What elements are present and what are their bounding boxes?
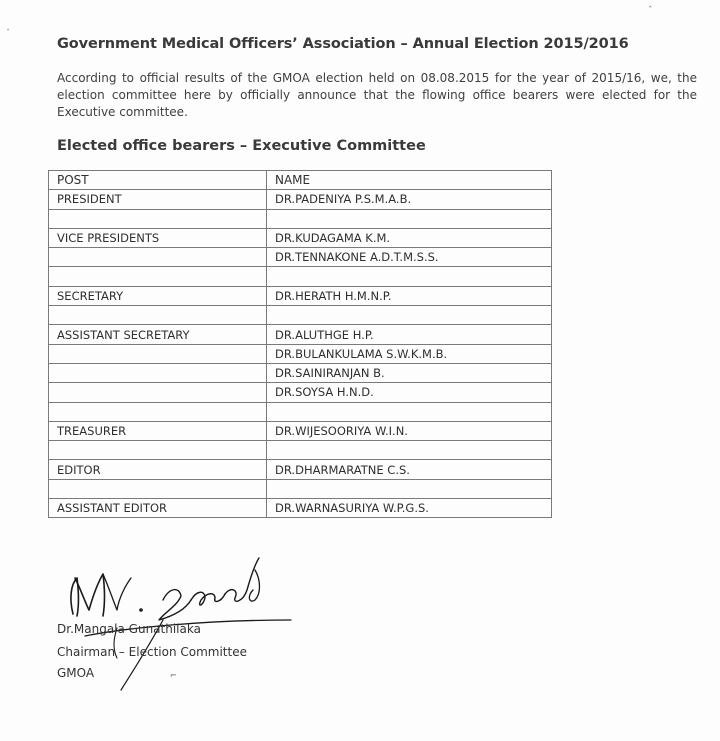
- table-row: [49, 325, 552, 344]
- name-cell: DR.SOYSA H.N.D.: [267, 383, 552, 402]
- name-cell: [267, 402, 552, 421]
- post-cell: ASSISTANT SECRETARY: [49, 325, 267, 344]
- name-cell: DR.PADENIYA P.S.M.A.B.: [267, 190, 552, 209]
- post-cell: [49, 363, 267, 382]
- name-cell: DR.BULANKULAMA S.W.K.M.B.: [267, 344, 552, 363]
- post-cell: [49, 267, 267, 286]
- table-row: [49, 460, 552, 479]
- name-cell: DR.SAINIRANJAN B.: [267, 363, 552, 382]
- post-cell: VICE PRESIDENTS: [49, 228, 267, 247]
- document-title: Government Medical Officers’ Association – Annual Election 2015/2016: [57, 36, 629, 52]
- table-row: [49, 306, 552, 325]
- scan-mark: ˆ: [648, 6, 653, 16]
- name-cell: DR.DHARMARATNE C.S.: [267, 460, 552, 479]
- section-heading: Elected office bearers – Executive Committee: [57, 138, 426, 154]
- post-cell: [49, 441, 267, 460]
- post-cell: [49, 402, 267, 421]
- post-cell: [49, 209, 267, 228]
- name-cell: [267, 479, 552, 498]
- table-row: [49, 383, 552, 402]
- name-cell: [267, 267, 552, 286]
- office-bearers-table: [48, 170, 552, 518]
- table-row: [49, 248, 552, 267]
- signatory-organization: GMOA: [57, 666, 95, 680]
- name-cell: DR.TENNAKONE A.D.T.M.S.S.: [267, 248, 552, 267]
- post-cell: TREASURER: [49, 421, 267, 440]
- column-header-post: POST: [49, 171, 267, 190]
- post-cell: SECRETARY: [49, 286, 267, 305]
- name-cell: [267, 209, 552, 228]
- scan-speck: •: [6, 26, 11, 34]
- ink-mark: ⌐: [170, 671, 177, 680]
- post-cell: PRESIDENT: [49, 190, 267, 209]
- name-cell: DR.KUDAGAMA K.M.: [267, 228, 552, 247]
- post-cell: [49, 344, 267, 363]
- signatory-name: Dr.Mangala Gunathilaka: [57, 622, 201, 636]
- name-cell: DR.WARNASURIYA W.P.G.S.: [267, 499, 552, 518]
- post-cell: EDITOR: [49, 460, 267, 479]
- post-cell: [49, 248, 267, 267]
- name-cell: DR.ALUTHGE H.P.: [267, 325, 552, 344]
- table-row: [49, 228, 552, 247]
- table-row: [49, 421, 552, 440]
- announcement-paragraph: According to official results of the GMOA election held on 08.08.2015 for the year of 2015/16, we, the election committee here by officially announce that the flowing office bearers were elected for the Executive committee.: [57, 71, 697, 119]
- post-cell: [49, 306, 267, 325]
- name-cell: [267, 441, 552, 460]
- post-cell: ASSISTANT EDITOR: [49, 499, 267, 518]
- table-row: [49, 267, 552, 286]
- name-cell: DR.WIJESOORIYA W.I.N.: [267, 421, 552, 440]
- table-row: [49, 190, 552, 209]
- table-row: [49, 286, 552, 305]
- table-row: [49, 209, 552, 228]
- table-row: [49, 499, 552, 518]
- name-cell: DR.HERATH H.M.N.P.: [267, 286, 552, 305]
- table-row: [49, 402, 552, 421]
- post-cell: [49, 383, 267, 402]
- post-cell: [49, 479, 267, 498]
- column-header-name: NAME: [267, 171, 552, 190]
- table-header-row: [49, 171, 552, 190]
- table-row: [49, 441, 552, 460]
- table-row: [49, 344, 552, 363]
- signatory-role: Chairman – Election Committee: [57, 645, 247, 659]
- name-cell: [267, 306, 552, 325]
- table-row: [49, 479, 552, 498]
- table-row: [49, 363, 552, 382]
